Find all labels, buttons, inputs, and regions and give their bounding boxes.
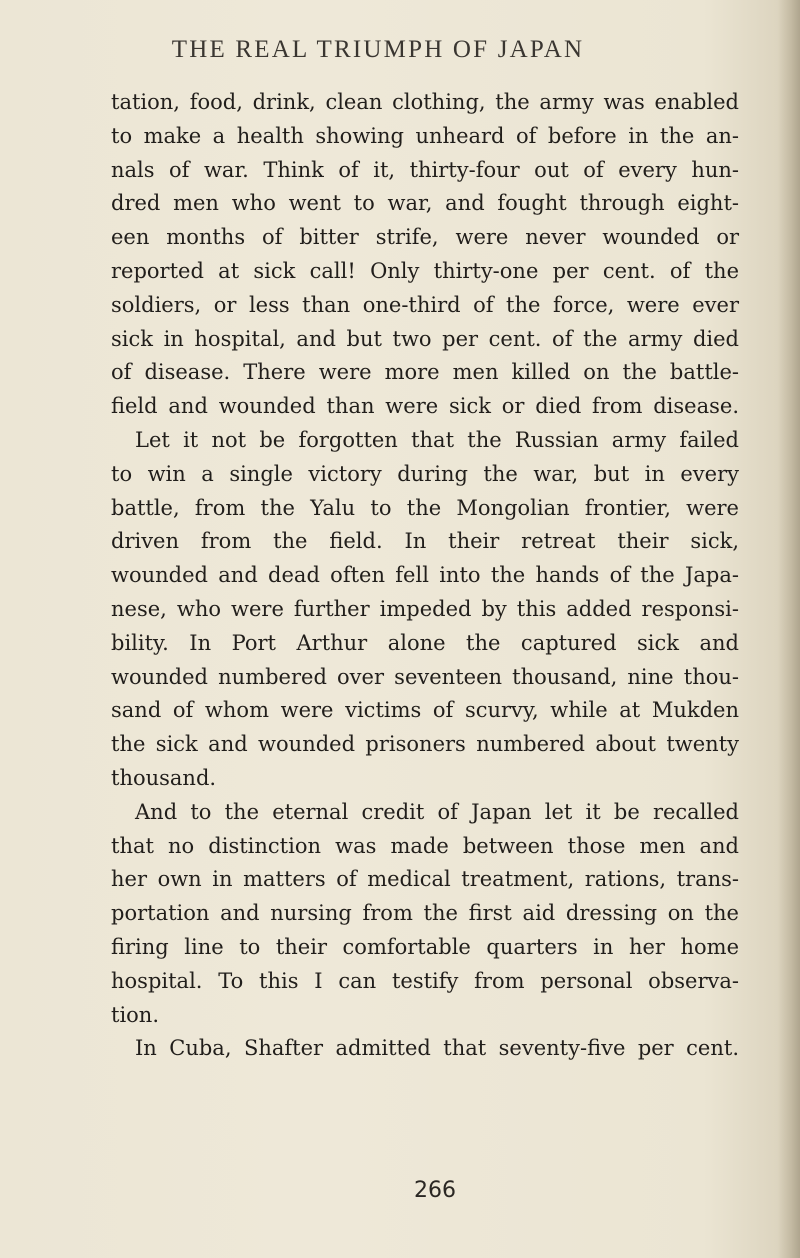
text-line: to make a health showing unheard of before in the an- [111,123,739,148]
text-line: that no distinction was made between those men and [111,833,739,858]
body-text [111,86,739,1066]
text-line: sand of whom were victims of scurvy, while at Mukden [111,698,739,723]
text-line: her own in matters of medical treatment, rations, trans- [111,867,739,892]
text-line: In Cuba, Shafter admitted that seventy-five per cent. [135,1036,739,1061]
text-line: nese, who were further impeded by this added responsi- [111,596,739,621]
page-edge-shadow [778,0,800,1258]
text-line: And to the eternal credit of Japan let it be recalled [135,799,739,824]
text-line: portation and nursing from the first aid dressing on the [111,901,739,926]
text-line: driven from the field. In their retreat their sick, [111,529,739,554]
text-line: the sick and wounded prisoners numbered about twenty [111,732,739,757]
text-line: hospital. To this I can testify from personal observa- [111,968,739,993]
text-line: of disease. There were more men killed on the battle- [111,360,739,385]
text-line: een months of bitter strife, were never wounded or [111,225,739,250]
text-line: wounded numbered over seventeen thousand, nine thou- [111,664,739,689]
text-line: reported at sick call! Only thirty-one per cent. of the [111,258,739,283]
text-line: thousand. [111,765,217,790]
text-line: tation, food, drink, clean clothing, the army was enabled [111,90,739,114]
text-line: soldiers, or less than one-third of the force, were ever [111,292,739,317]
text-line: dred men who went to war, and fought through eight- [111,191,739,216]
text-line: wounded and dead often fell into the hands of the Japa- [111,563,739,588]
running-head: THE REAL TRIUMPH OF JAPAN [171,36,585,63]
text-line: battle, from the Yalu to the Mongolian frontier, were [111,495,739,520]
text-line: nals of war. Think of it, thirty-four out of every hun- [111,157,739,182]
text-line: to win a single victory during the war, but in every [111,461,739,486]
text-line: bility. In Port Arthur alone the captured sick and [111,630,739,655]
text-line: tion. [111,1002,159,1027]
text-line: Let it not be forgotten that the Russian army failed [135,427,739,452]
text-line: firing line to their comfortable quarters in her home [111,934,739,959]
page-number: 266 [414,1178,456,1203]
text-line: field and wounded than were sick or died from disease. [111,394,739,419]
text-line: sick in hospital, and but two per cent. of the army died [111,326,739,351]
